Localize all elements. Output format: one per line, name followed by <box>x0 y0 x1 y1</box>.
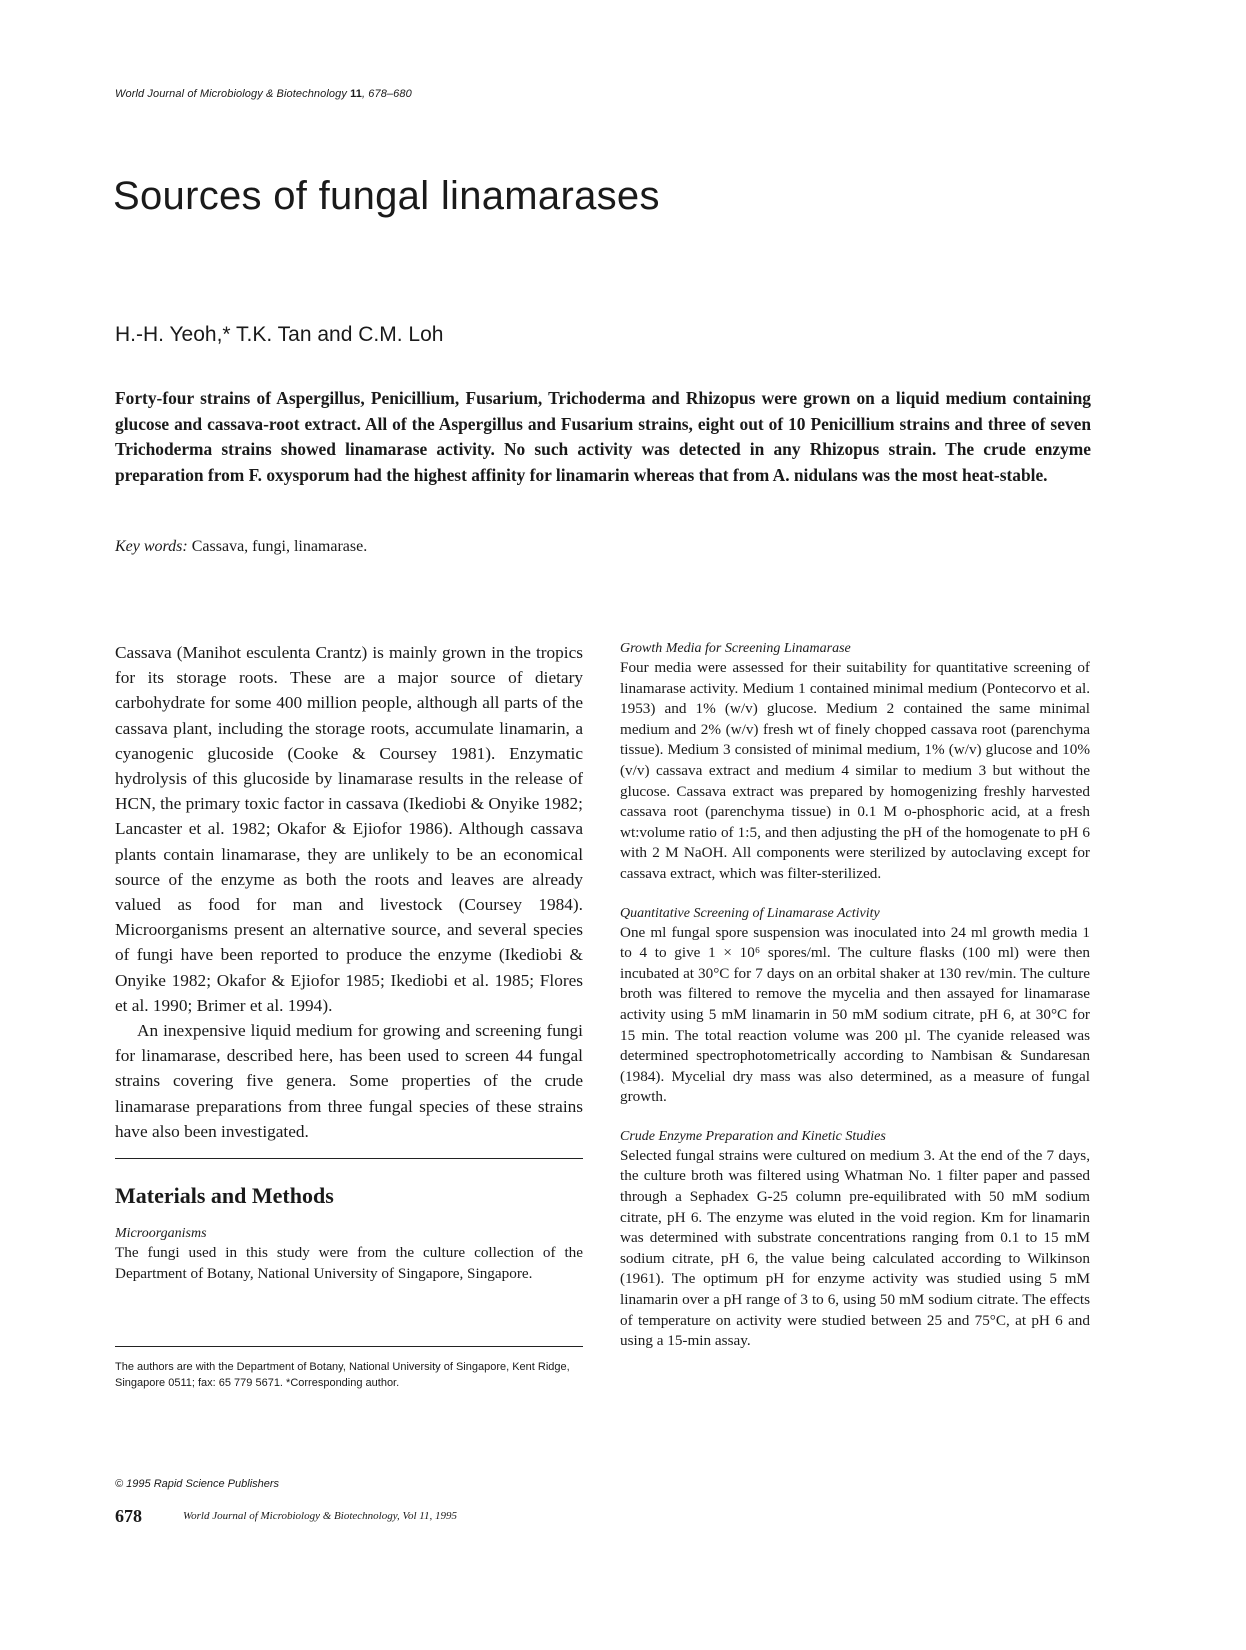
methods-heading: Materials and Methods <box>115 1183 334 1209</box>
page-number: 678 <box>115 1506 142 1526</box>
quantitative-subhead: Quantitative Screening of Linamarase Activity <box>620 905 880 921</box>
running-head-pages: , 678–680 <box>361 88 412 100</box>
author-footnote: The authors are with the Department of Botany, National University of Singapore, Kent Ridge, Singapore 0511; fax: 65 779 5671. *Corresponding author. <box>115 1361 570 1390</box>
right-column <box>620 640 1090 1352</box>
crude-enzyme-subhead: Crude Enzyme Preparation and Kinetic Studies <box>620 1128 886 1144</box>
growth-media-text: Four media were assessed for their suitability for quantitative screening of linamarase activity. Medium 1 contained minimal medium (Pontecorvo et al. 1953) and 1% (w/v) glucose. Medium 2 contained the same minimal medium and 2% (w/v) fresh wt of finely chopped cassava root (parenchyma tissue). Medium 3 consisted of minimal medium, 1% (w/v) glucose and 10% (v/v) cassava extract and medium 4 similar to medium 3 but without the glucose. Cassava extract was prepared by homogenizing freshly harvested cassava root (parenchyma tissue) in 0.1 M o-phosphoric acid, at a fresh wt:volume ratio of 1:5, and then adjusting the pH of the homogenate to pH 6 with 2 M NaOH. All components were sterilized by autoclaving except for cassava extract, which was filter-sterilized. <box>620 659 1090 882</box>
keywords-label: Key words: <box>115 538 188 555</box>
microorganisms-text: The fungi used in this study were from the culture collection of the Department of Botany, National University of Singapore, Singapore. <box>115 1244 583 1282</box>
introduction <box>115 640 583 1144</box>
running-head-journal: World Journal of Microbiology & Biotechnology <box>115 88 347 100</box>
footer-journal: World Journal of Microbiology & Biotechnology, Vol 11, 1995 <box>183 1510 457 1522</box>
abstract: Forty-four strains of Aspergillus, Penicillium, Fusarium, Trichoderma and Rhizopus were grown on a liquid medium containing glucose and cassava-root extract. All of the Aspergillus and Fusarium strains, eight out of 10 Penicillium strains and three of seven Trichoderma strains showed linamarase activity. No such activity was detected in any Rhizopus strain. The crude enzyme preparation from F. oxysporum had the highest affinity for linamarin whereas that from A. nidulans was the most heat-stable. <box>115 388 1091 485</box>
authors: H.-H. Yeoh,* T.K. Tan and C.M. Loh <box>115 323 444 346</box>
keywords <box>115 538 367 556</box>
running-head <box>115 88 412 100</box>
crude-enzyme-text: Selected fungal strains were cultured on medium 3. At the end of the 7 days, the culture broth was filtered using Whatman No. 1 filter paper and passed through a Sephadex G-25 column pre-equilibrated with 50 mM sodium citrate, pH 6. The enzyme was eluted in the void region. Km for linamarin was determined with substrate concentrations ranging from 0.1 to 15 mM sodium citrate, pH 6, the value being calculated according to Wilkinson (1961). The optimum pH for enzyme activity was studied using 5 mM linamarin over a pH range of 3 to 6, using 50 mM sodium citrate. The effects of temperature on activity were studied between 25 and 75°C, at pH 6 and using a 15-min assay. <box>620 1146 1090 1350</box>
footnote-divider <box>115 1346 583 1347</box>
keywords-text: Cassava, fungi, linamarase. <box>187 538 368 555</box>
growth-media-subhead: Growth Media for Screening Linamarase <box>620 641 851 656</box>
quantitative-text: One ml fungal spore suspension was inoculated into 24 ml growth media 1 to 4 to give 1 × 10⁶ spores/ml. The culture flasks (100 ml) were then incubated at 30°C for 7 days on an orbital shaker at 130 rev/min. The culture broth was filtered to remove the mycelia and then assayed for linamarase activity using 5 mM linamarin in 50 mM sodium citrate, pH 6, at 30°C for 15 min. The total reaction volume was 200 µl. The cyanide released was determined spectrophotometrically according to Nambisan & Sundaresan (1984). Mycelial dry mass was also determined, as a measure of fungal growth. <box>620 923 1090 1106</box>
intro-paragraph-1: Cassava (Manihot esculenta Crantz) is mainly grown in the tropics for its storage roots. These are a major source of dietary carbohydrate for some 400 million people, although all parts of the cassava plant, including the storage roots, accumulate linamarin, a cyanogenic glucoside (Cooke & Coursey 1981). Enzymatic hydrolysis of this glucoside by linamarase results in the release of HCN, the primary toxic factor in cassava (Ikediobi & Onyike 1982; Lancaster et al. 1982; Okafor & Ejiofor 1986). Although cassava plants contain linamarase, they are unlikely to be an economical source of the enzyme as both the roots and leaves are already valued as food for man and livestock (Coursey 1984). Microorganisms present an alternative source, and several species of fungi have been reported to produce the enzyme (Ikediobi & Onyike 1982; Okafor & Ejiofor 1985; Ikediobi et al. 1985; Flores et al. 1990; Brimer et al. 1994). <box>115 643 583 1015</box>
intro-paragraph-2: An inexpensive liquid medium for growing and screening fungi for linamarase, described here, has been used to screen 44 fungal strains covering five genera. Some properties of the crude linamarase preparations from three fungal species of these strains have also been investigated. <box>115 1021 583 1141</box>
left-column <box>115 640 583 1391</box>
microorganisms-subhead: Microorganisms <box>115 1226 207 1242</box>
section-divider <box>115 1158 583 1159</box>
copyright: © 1995 Rapid Science Publishers <box>115 1478 280 1490</box>
running-head-volume: 11 <box>350 88 362 100</box>
article-title: Sources of fungal linamarases <box>113 174 660 218</box>
